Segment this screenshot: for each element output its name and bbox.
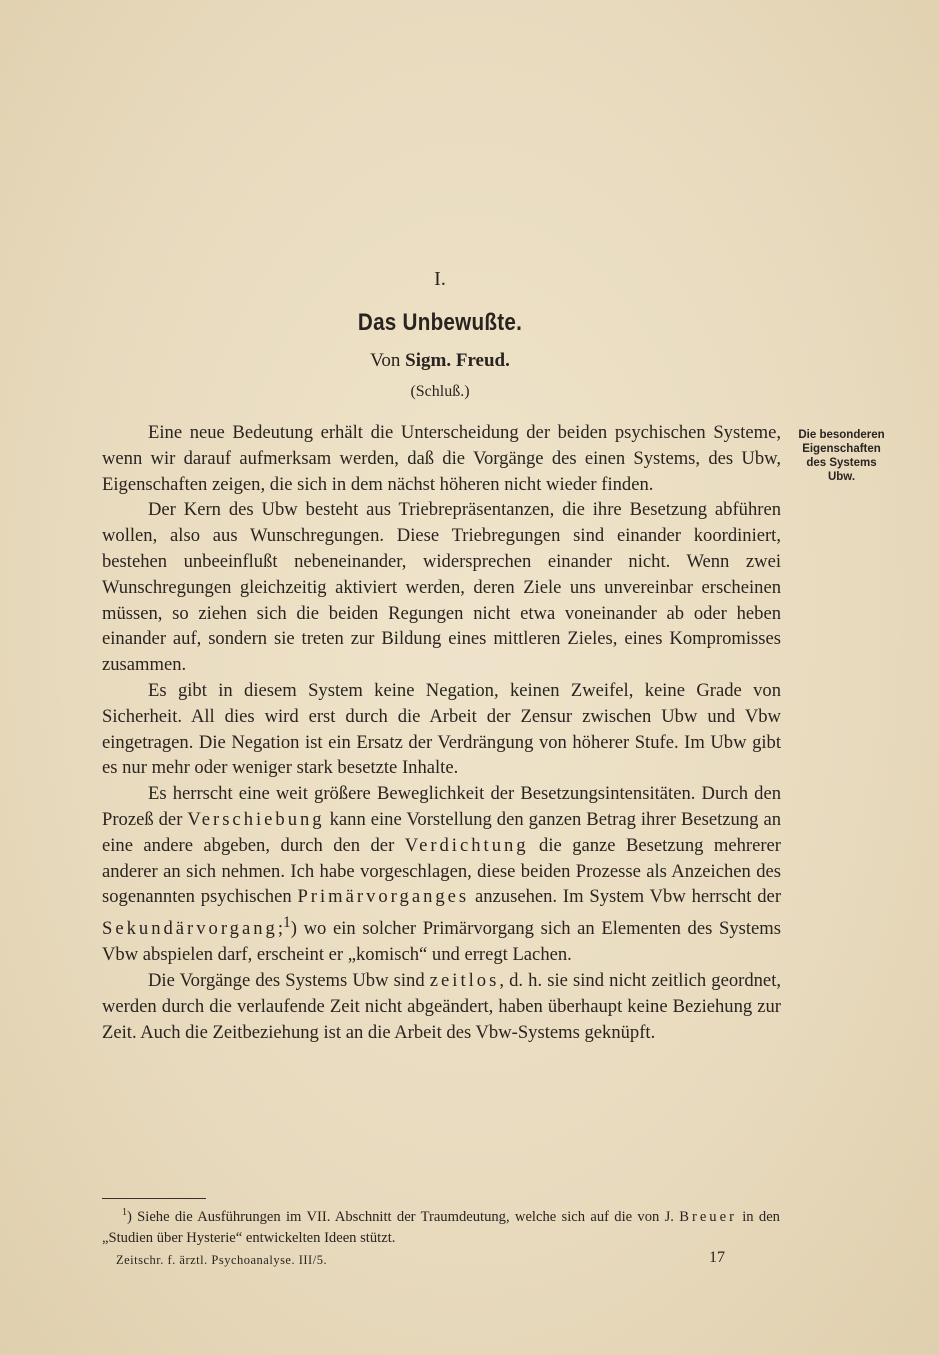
paragraph: Der Kern des Ubw besteht aus Triebrepräsentanzen, die ihre Besetzung abführen wollen, also aus Wunschregungen. Diese Triebregungen sind einander koordiniert, bestehen unbeeinflußt nebeneinander, widersprechen einander nicht. Wenn zwei Wunschregungen gleichzeitig aktiviert werden, deren Ziele uns unvereinbar erscheinen müssen, so ziehen sich die beiden Regungen nicht etwa voneinander ab oder heben einander auf, sondern sie treten zur Bildung eines mittleren Zieles, eines Kompromisses zusammen.: [102, 499, 781, 676]
article-title: Das Unbewußte.: [357, 309, 523, 336]
footnote: [102, 1202, 780, 1249]
emphasized-term: Verdichtung: [404, 834, 529, 856]
margin-note-line: des Systems: [806, 457, 877, 469]
author-prefix: Von: [370, 350, 401, 371]
paragraph: Eine neue Bedeutung erhält die Unterscheidung der beiden psychischen Systeme, wenn wir darauf aufmerksam werden, daß die Vorgänge des einen Systems, des Ubw, Eigenschaften zeigen, die sich in dem nächst höheren nicht wieder finden.: [102, 422, 781, 495]
signature-number: 17: [709, 1249, 725, 1266]
paragraph: Es gibt in diesem System keine Negation, keinen Zweifel, keine Grade von Sicherheit. All dies wird erst durch die Arbeit der Zensur zwischen Ubw und Vbw eingetragen. Die Negation ist ein Ersatz der Verdrängung von höherer Stufe. Im Ubw gibt es nur mehr oder weniger stark besetzte Inhalte.: [102, 679, 781, 779]
margin-note-line: Ubw.: [827, 471, 856, 483]
paragraph: [102, 968, 781, 1045]
text-run: kann eine Vorstellung den ganzen Betrag ihrer Besetzung an eine andere abgeben, durch den der: [102, 808, 781, 856]
author-name: Sigm. Freud.: [405, 350, 510, 371]
body-text: [102, 420, 781, 1045]
text-run: in den „Studien über Hysterie“ entwickelten Ideen stützt.: [102, 1208, 780, 1246]
text-run: die ganze Besetzung mehrerer anderer an sich nehmen. Ich habe vorgeschlagen, diese beiden Prozesse als Anzeichen des sogenannten psychischen: [102, 834, 781, 908]
section-numeral: I.: [434, 268, 446, 290]
emphasized-term: Verschiebung: [187, 808, 325, 830]
paragraph: [102, 781, 781, 968]
text-run: ) Siehe die Ausführungen im VII. Abschnitt der Traumdeutung, welche sich auf die von J.: [127, 1208, 680, 1225]
margin-note: [784, 428, 899, 484]
journal-footer: Zeitschr. f. ärztl. Psychoanalyse. III/5.: [116, 1253, 328, 1267]
footnote-reference[interactable]: 1: [283, 914, 291, 932]
emphasized-term: Breuer: [679, 1208, 737, 1225]
text-run: Es herrscht eine weit größere Beweglichkeit der Besetzungsintensitäten. Durch den Prozeß der: [102, 783, 781, 830]
footnote-divider: [102, 1198, 206, 1199]
text-run: Die Vorgänge des Systems Ubw sind: [148, 969, 430, 991]
emphasized-term: zeitlos: [429, 969, 500, 991]
text-run: ) wo ein solcher Primärvorgang sich an Elementen des Systems Vbw abspielen darf, erscheint er „komisch“ und erregt Lachen.: [102, 918, 781, 966]
text-run: ;: [277, 918, 283, 940]
emphasized-term: Primärvorganges: [297, 886, 470, 908]
footnote-marker: 1: [122, 1207, 127, 1218]
author-line: [0, 350, 880, 372]
footnote-text: [102, 1202, 780, 1249]
conclusion-note: (Schluß.): [410, 383, 470, 400]
emphasized-term: Sekundärvorgang: [102, 918, 278, 940]
text-run: anzusehen. Im System Vbw herrscht der: [469, 886, 782, 908]
text-run: , d. h. sie sind nicht zeitlich geordnet, werden durch die verlaufende Zeit nicht abgeändert, haben überhaupt keine Beziehung zur Zeit. Auch die Zeitbeziehung ist an die Arbeit des Vbw-Systems geknüpft.: [102, 969, 782, 1043]
margin-note-line: Eigenschaften: [802, 443, 881, 455]
margin-note-line: Die besonderen: [798, 429, 885, 441]
